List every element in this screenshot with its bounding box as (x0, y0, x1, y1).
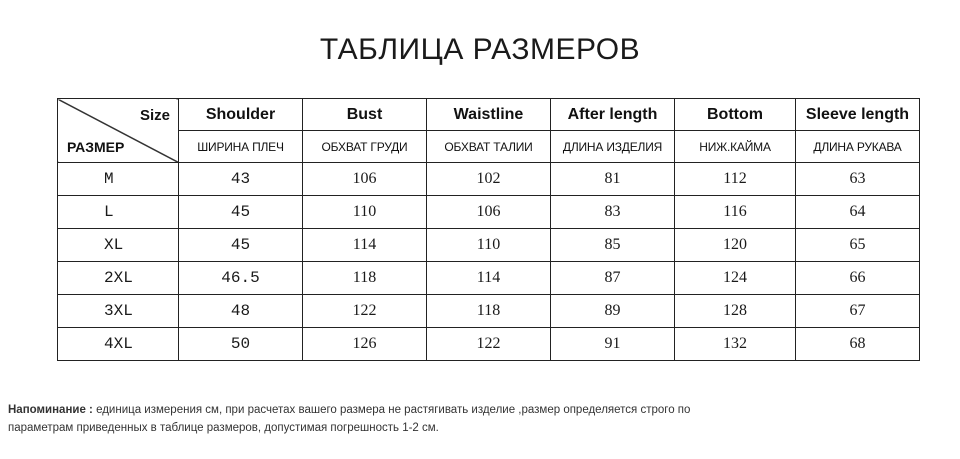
reminder-text-1: единица измерения см, при расчетах вашего размера не растягивать изделие ,размер определяется строго по (92, 404, 691, 416)
table-cell: 64 (796, 196, 920, 229)
header-row-en (58, 99, 920, 131)
column-subheader-bust: ОБХВАТ ГРУДИ (303, 131, 427, 163)
table-row (58, 328, 920, 361)
table-row (58, 163, 920, 196)
table-cell: 114 (303, 229, 427, 262)
size-cell: 4XL (58, 328, 179, 361)
table-cell: 45 (179, 229, 303, 262)
table-cell: 110 (427, 229, 551, 262)
corner-size-label: Size (139, 107, 170, 124)
table-cell: 124 (675, 262, 796, 295)
table-cell: 120 (675, 229, 796, 262)
column-subheader-after-length: ДЛИНА ИЗДЕЛИЯ (551, 131, 675, 163)
table-cell: 83 (551, 196, 675, 229)
table-cell: 128 (675, 295, 796, 328)
table-cell: 116 (675, 196, 796, 229)
column-subheader-waistline: ОБХВАТ ТАЛИИ (427, 131, 551, 163)
page-title: ТАБЛИЦА РАЗМЕРОВ (319, 33, 641, 66)
column-subheader-sleeve-length: ДЛИНА РУКАВА (796, 131, 920, 163)
table-cell: 122 (303, 295, 427, 328)
table-cell: 63 (796, 163, 920, 196)
header-row-ru (58, 131, 920, 163)
column-subheader-shoulder: ШИРИНА ПЛЕЧ (179, 131, 303, 163)
table-cell: 67 (796, 295, 920, 328)
table-row (58, 229, 920, 262)
table-cell: 43 (179, 163, 303, 196)
table-cell: 46.5 (179, 262, 303, 295)
reminder-line-2: параметрам приведенных в таблице размеров, допустимая погрешность 1-2 см. (8, 422, 439, 434)
table-cell: 68 (796, 328, 920, 361)
size-cell: 3XL (58, 295, 179, 328)
column-header-bust: Bust (303, 99, 427, 131)
table-cell: 110 (303, 196, 427, 229)
table-cell: 50 (179, 328, 303, 361)
reminder-note (8, 401, 908, 437)
table-cell: 89 (551, 295, 675, 328)
size-cell: L (58, 196, 179, 229)
table-cell: 118 (303, 262, 427, 295)
table-row (58, 262, 920, 295)
table-cell: 66 (796, 262, 920, 295)
column-header-bottom: Bottom (675, 99, 796, 131)
column-header-shoulder: Shoulder (179, 99, 303, 131)
size-cell: XL (58, 229, 179, 262)
size-cell: M (58, 163, 179, 196)
table-cell: 102 (427, 163, 551, 196)
reminder-label: Напоминание : (8, 404, 93, 416)
table-cell: 106 (427, 196, 551, 229)
table-cell: 114 (427, 262, 551, 295)
table-cell: 106 (303, 163, 427, 196)
corner-razmer-label: РАЗМЕР (67, 139, 125, 155)
table-cell: 85 (551, 229, 675, 262)
corner-header-cell (58, 99, 179, 163)
table-cell: 45 (179, 196, 303, 229)
table-cell: 126 (303, 328, 427, 361)
column-header-sleeve-length: Sleeve length (796, 99, 920, 131)
table-cell: 118 (427, 295, 551, 328)
column-subheader-bottom: НИЖ.КАЙМА (675, 131, 796, 163)
table-cell: 65 (796, 229, 920, 262)
table-row (58, 196, 920, 229)
size-cell: 2XL (58, 262, 179, 295)
table-cell: 132 (675, 328, 796, 361)
size-chart-table (57, 98, 920, 361)
column-header-waistline: Waistline (427, 99, 551, 131)
table-row (58, 295, 920, 328)
reminder-line-1 (8, 401, 908, 419)
column-header-after-length: After length (551, 99, 675, 131)
table-cell: 91 (551, 328, 675, 361)
table-cell: 81 (551, 163, 675, 196)
table-cell: 48 (179, 295, 303, 328)
table-cell: 112 (675, 163, 796, 196)
table-cell: 122 (427, 328, 551, 361)
table-cell: 87 (551, 262, 675, 295)
